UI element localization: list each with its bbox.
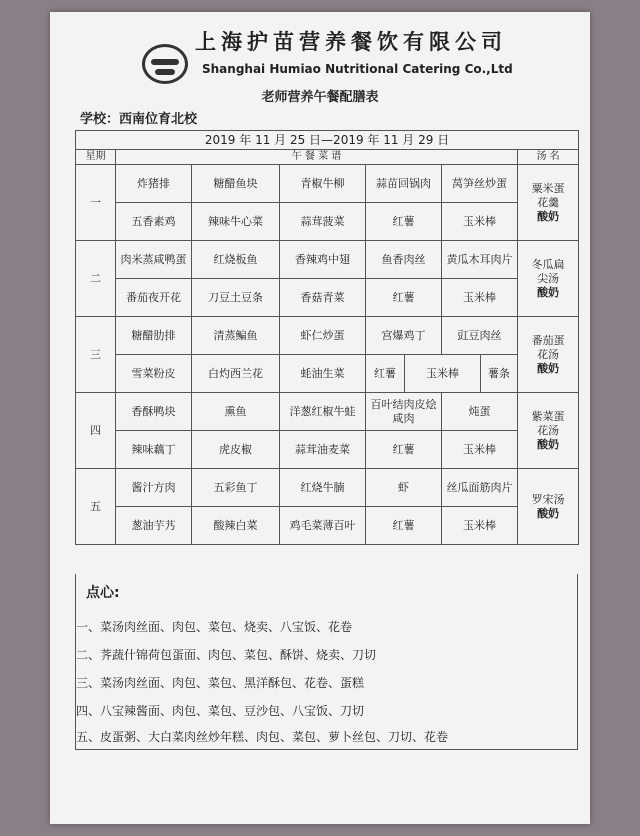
dish-cell: 雪菜粉皮	[116, 355, 192, 393]
dish-cell: 糖醋鱼块	[192, 165, 280, 203]
soup-name-line: 尖汤	[537, 271, 560, 285]
dish-cell: 蒜茸油麦菜	[280, 431, 366, 469]
dish-cell: 百叶结肉皮烩咸肉	[366, 393, 442, 431]
dish-cell: 刀豆土豆条	[192, 279, 280, 317]
company-logo	[142, 44, 188, 84]
snack-section	[75, 574, 578, 750]
soup-name-line: 紫菜蛋	[531, 409, 565, 423]
dish-cell: 莴笋丝炒蛋	[442, 165, 518, 203]
snack-item: 三、菜汤肉丝面、肉包、菜包、黑洋酥包、花卷、蛋糕	[76, 676, 365, 690]
company-name-en: Shanghai Humiao Nutritional Catering Co.,Ltd	[202, 62, 513, 76]
dish-cell: 薯条	[481, 355, 518, 393]
snack-item: 五、皮蛋粥、大白菜肉丝炒年糕、肉包、菜包、萝卜丝包、刀切、花卷	[76, 730, 449, 744]
day-label: 四	[76, 393, 116, 469]
dish-cell: 红薯	[366, 431, 442, 469]
dish-cell: 炸猪排	[116, 165, 192, 203]
dish-cell: 玉米棒	[442, 431, 518, 469]
dish-cell: 酱汁方肉	[116, 469, 192, 507]
snack-item: 一、菜汤肉丝面、肉包、菜包、烧卖、八宝饭、花卷	[76, 620, 353, 634]
snack-title: 点心:	[86, 585, 120, 601]
day-label: 五	[76, 469, 116, 545]
dish-cell: 蒜茸菠菜	[280, 203, 366, 241]
dish-cell: 辣味牛心菜	[192, 203, 280, 241]
soup-cell	[518, 393, 579, 469]
soup-cell	[518, 317, 579, 393]
dish-cell: 鱼香肉丝	[366, 241, 442, 279]
soup-extra: 酸奶	[537, 361, 560, 375]
dish-cell: 虾	[366, 469, 442, 507]
day-label: 二	[76, 241, 116, 317]
dish-cell: 红烧板鱼	[192, 241, 280, 279]
dish-cell: 豇豆肉丝	[442, 317, 518, 355]
dish-cell: 蒜苗回锅肉	[366, 165, 442, 203]
col-soup-header: 汤 名	[518, 150, 579, 165]
dish-cell: 玉米棒	[442, 203, 518, 241]
dish-cell: 红烧牛腩	[280, 469, 366, 507]
dish-cell: 香菇青菜	[280, 279, 366, 317]
soup-extra: 酸奶	[537, 437, 560, 451]
dish-cell: 炖蛋	[442, 393, 518, 431]
soup-name-line: 冬瓜扁	[531, 257, 565, 271]
school-line	[80, 108, 197, 127]
soup-extra: 酸奶	[537, 209, 560, 223]
dish-cell: 辣味藕丁	[116, 431, 192, 469]
menu-title: 老师营养午餐配膳表	[261, 90, 379, 105]
dish-cell: 宫爆鸡丁	[366, 317, 442, 355]
school-label: 学校：	[80, 112, 120, 127]
snack-item: 四、八宝辣酱面、肉包、菜包、豆沙包、八宝饭、刀切	[76, 704, 365, 718]
dish-cell: 熏鱼	[192, 393, 280, 431]
dish-cell: 丝瓜面筋肉片	[442, 469, 518, 507]
soup-name-line: 花汤	[537, 423, 560, 437]
snack-item: 二、荠蔬什锦荷包蛋面、肉包、菜包、酥饼、烧卖、刀切	[76, 648, 377, 662]
soup-name-line: 粟米蛋	[531, 181, 565, 195]
col-dishes-header: 午 餐 菜 谱	[116, 150, 518, 165]
dish-cell: 红薯	[366, 355, 405, 393]
dish-cell: 玉米棒	[442, 507, 518, 545]
dish-cell: 红薯	[366, 203, 442, 241]
company-name-cn: 上海护苗营养餐饮有限公司	[195, 29, 507, 54]
dish-cell: 香酥鸭块	[116, 393, 192, 431]
dish-cell: 清蒸鳊鱼	[192, 317, 280, 355]
school-name: 西南位育北校	[119, 112, 198, 127]
dish-cell: 鸡毛菜薄百叶	[280, 507, 366, 545]
dish-cell: 虾仁炒蛋	[280, 317, 366, 355]
day-label: 三	[76, 317, 116, 393]
soup-name-line: 罗宋汤	[531, 492, 565, 506]
day-label: 一	[76, 165, 116, 241]
dish-cell: 玉米棒	[405, 355, 481, 393]
lunch-menu-table	[75, 130, 579, 545]
soup-name-line: 番茄蛋	[531, 333, 565, 347]
soup-cell	[518, 165, 579, 241]
soup-extra: 酸奶	[537, 506, 560, 520]
letterhead	[50, 12, 590, 127]
dish-cell: 番茄夜开花	[116, 279, 192, 317]
soup-cell	[518, 241, 579, 317]
col-week-header: 星期	[76, 150, 116, 165]
dish-cell: 青椒牛柳	[280, 165, 366, 203]
menu-sheet	[50, 12, 590, 824]
dish-cell: 酸辣白菜	[192, 507, 280, 545]
dish-cell: 葱油芋艿	[116, 507, 192, 545]
dish-cell: 红薯	[366, 279, 442, 317]
soup-extra: 酸奶	[537, 285, 560, 299]
dish-cell: 白灼西兰花	[192, 355, 280, 393]
soup-name-line: 花汤	[537, 347, 560, 361]
dish-cell: 洋葱红椒牛蛙	[280, 393, 366, 431]
dish-cell: 黄瓜木耳肉片	[442, 241, 518, 279]
dish-cell: 五彩鱼丁	[192, 469, 280, 507]
dish-cell: 肉米蒸咸鸭蛋	[116, 241, 192, 279]
date-range: 2019 年 11 月 25 日—2019 年 11 月 29 日	[76, 131, 579, 150]
dish-cell: 糖醋肋排	[116, 317, 192, 355]
dish-cell: 蚝油生菜	[280, 355, 366, 393]
soup-cell	[518, 469, 579, 545]
soup-name-line: 花羹	[537, 195, 560, 209]
dish-cell: 玉米棒	[442, 279, 518, 317]
dish-cell: 红薯	[366, 507, 442, 545]
dish-cell: 香辣鸡中翅	[280, 241, 366, 279]
dish-cell: 五香素鸡	[116, 203, 192, 241]
dish-cell: 虎皮椒	[192, 431, 280, 469]
